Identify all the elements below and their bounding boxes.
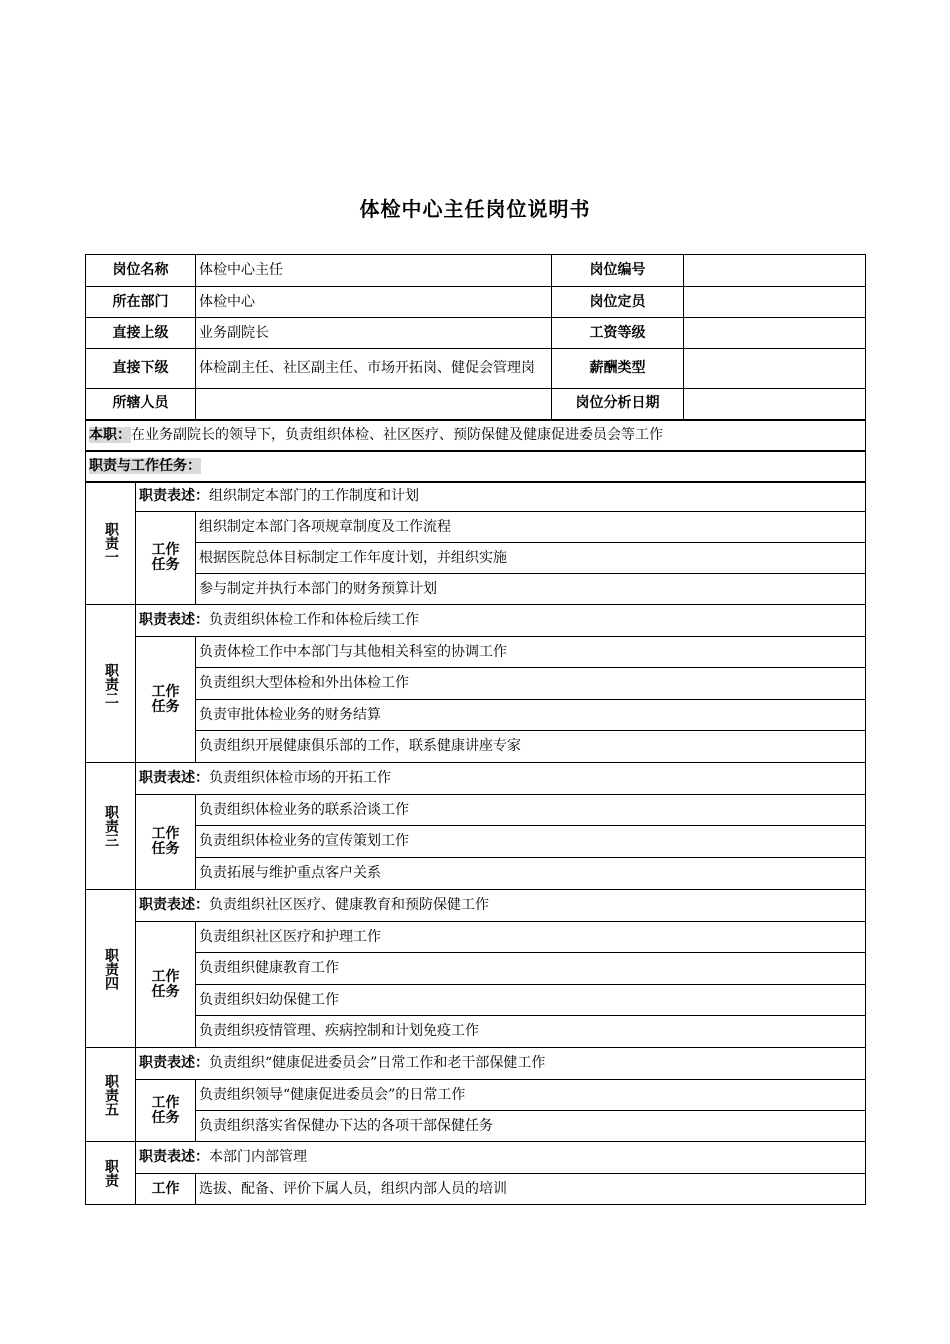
task-item: 负责组织落实省保健办下达的各项干部保健任务 [196,1111,866,1142]
task-item: 负责组织开展健康俱乐部的工作，联系健康讲座专家 [196,731,866,763]
task-row [86,795,866,826]
value-pay-type [684,349,866,389]
duty-statement-row [86,1142,866,1174]
duty-statement-cell [136,890,866,922]
task-label [136,795,196,890]
value-subordinates: 体检副主任、社区副主任、市场开拓岗、健促会管理岗 [196,349,552,389]
task-row [86,543,866,574]
summary-row [86,420,866,451]
label-superior: 直接上级 [86,318,196,349]
duties-header-cell [86,451,866,482]
summary-label: 本职： [89,426,131,443]
duty-statement-cell [136,1142,866,1174]
duty-statement-row [86,482,866,512]
duty-name: 职责三 [86,763,136,890]
label-department: 所在部门 [86,287,196,318]
task-label-text: 工作任务 [151,1094,180,1126]
label-pay-type: 薪酬类型 [552,349,684,389]
duty-statement-row [86,605,866,637]
info-row-department [86,287,866,318]
duty-statement-row [86,1048,866,1080]
summary-text: 在业务副院长的领导下，负责组织体检、社区医疗、预防保健及健康促进委员会等工作 [131,426,663,443]
task-label: 工作 [136,1174,196,1205]
duty-statement: 组织制定本部门的工作制度和计划 [209,488,419,505]
task-label [136,1080,196,1142]
duty-name: 职责四 [86,890,136,1048]
statement-label: 职责表述： [139,1055,209,1071]
task-item: 负责组织妇幼保健工作 [196,985,866,1016]
label-staff: 所辖人员 [86,389,196,420]
task-item: 负责组织大型体检和外出体检工作 [196,668,866,700]
page-title: 体检中心主任岗位说明书 [359,197,591,221]
task-item: 负责组织健康教育工作 [196,953,866,985]
task-item: 负责组织社区医疗和护理工作 [196,922,866,953]
task-item: 组织制定本部门各项规章制度及工作流程 [196,512,866,543]
task-label-text: 工作任务 [151,542,180,573]
duty-statement-row [86,763,866,795]
duty-name: 职责五 [86,1048,136,1142]
statement-label: 职责表述： [139,770,209,786]
duty-name: 职责二 [86,605,136,763]
task-label [136,512,196,605]
task-item: 负责组织体检业务的宣传策划工作 [196,826,866,858]
task-row [86,731,866,763]
task-row [86,637,866,668]
duty-statement-cell [136,482,866,512]
task-row [86,826,866,858]
duty-statement-cell [136,763,866,795]
task-label [136,637,196,763]
duty-statement: 负责组织体检工作和体检后续工作 [209,612,419,628]
task-row [86,953,866,985]
task-item: 负责审批体检业务的财务结算 [196,700,866,731]
statement-label: 职责表述： [139,612,209,628]
statement-label: 职责表述： [139,1149,209,1165]
label-position-code: 岗位编号 [552,255,684,287]
task-row [86,1080,866,1111]
summary-cell [86,420,866,451]
task-row [86,668,866,700]
duty-statement-cell [136,605,866,637]
value-headcount [684,287,866,318]
task-row [86,858,866,890]
task-label-text: 工作任务 [151,826,180,857]
task-row [86,985,866,1016]
value-superior: 业务副院长 [196,318,552,349]
label-salary-grade: 工资等级 [552,318,684,349]
info-row-position-name [86,255,866,287]
duty-statement-row [86,890,866,922]
task-item: 根据医院总体目标制定工作年度计划，并组织实施 [196,543,866,574]
value-staff [196,389,552,420]
info-row-superior [86,318,866,349]
value-position-name: 体检中心主任 [196,255,552,287]
task-row [86,1111,866,1142]
task-row [86,700,866,731]
task-label-text: 工作任务 [151,683,180,715]
task-item: 负责组织疫情管理、疾病控制和计划免疫工作 [196,1016,866,1048]
task-row [86,1174,866,1205]
task-row [86,1016,866,1048]
task-row [86,512,866,543]
duty-statement: 本部门内部管理 [209,1149,307,1165]
duties-header: 职责与工作任务： [89,457,201,474]
duty-statement: 负责组织“健康促进委员会”日常工作和老干部保健工作 [209,1055,546,1071]
label-analysis-date: 岗位分析日期 [552,389,684,420]
info-row-subordinates [86,349,866,389]
task-label [136,922,196,1048]
label-headcount: 岗位定员 [552,287,684,318]
duty-statement: 负责组织社区医疗、健康教育和预防保健工作 [209,897,489,913]
job-description-table [85,254,866,1205]
label-position-name: 岗位名称 [86,255,196,287]
task-item: 负责体检工作中本部门与其他相关科室的协调工作 [196,637,866,668]
task-row [86,922,866,953]
value-position-code [684,255,866,287]
task-label-text: 工作任务 [151,968,180,1000]
task-item: 参与制定并执行本部门的财务预算计划 [196,574,866,605]
statement-label: 职责表述： [139,488,209,505]
task-item: 负责组织体检业务的联系洽谈工作 [196,795,866,826]
duty-name: 职责 [86,1142,136,1205]
label-subordinates: 直接下级 [86,349,196,389]
duty-name: 职责一 [86,482,136,605]
task-item: 负责拓展与维护重点客户关系 [196,858,866,890]
task-item: 负责组织领导“健康促进委员会”的日常工作 [196,1080,866,1111]
task-item: 选拔、配备、评价下属人员，组织内部人员的培训 [196,1174,866,1205]
value-salary-grade [684,318,866,349]
value-analysis-date [684,389,866,420]
duty-statement: 负责组织体检市场的开拓工作 [209,770,391,786]
statement-label: 职责表述： [139,897,209,913]
value-department: 体检中心 [196,287,552,318]
duties-header-row [86,451,866,482]
info-row-staff [86,389,866,420]
task-row [86,574,866,605]
duty-statement-cell [136,1048,866,1080]
